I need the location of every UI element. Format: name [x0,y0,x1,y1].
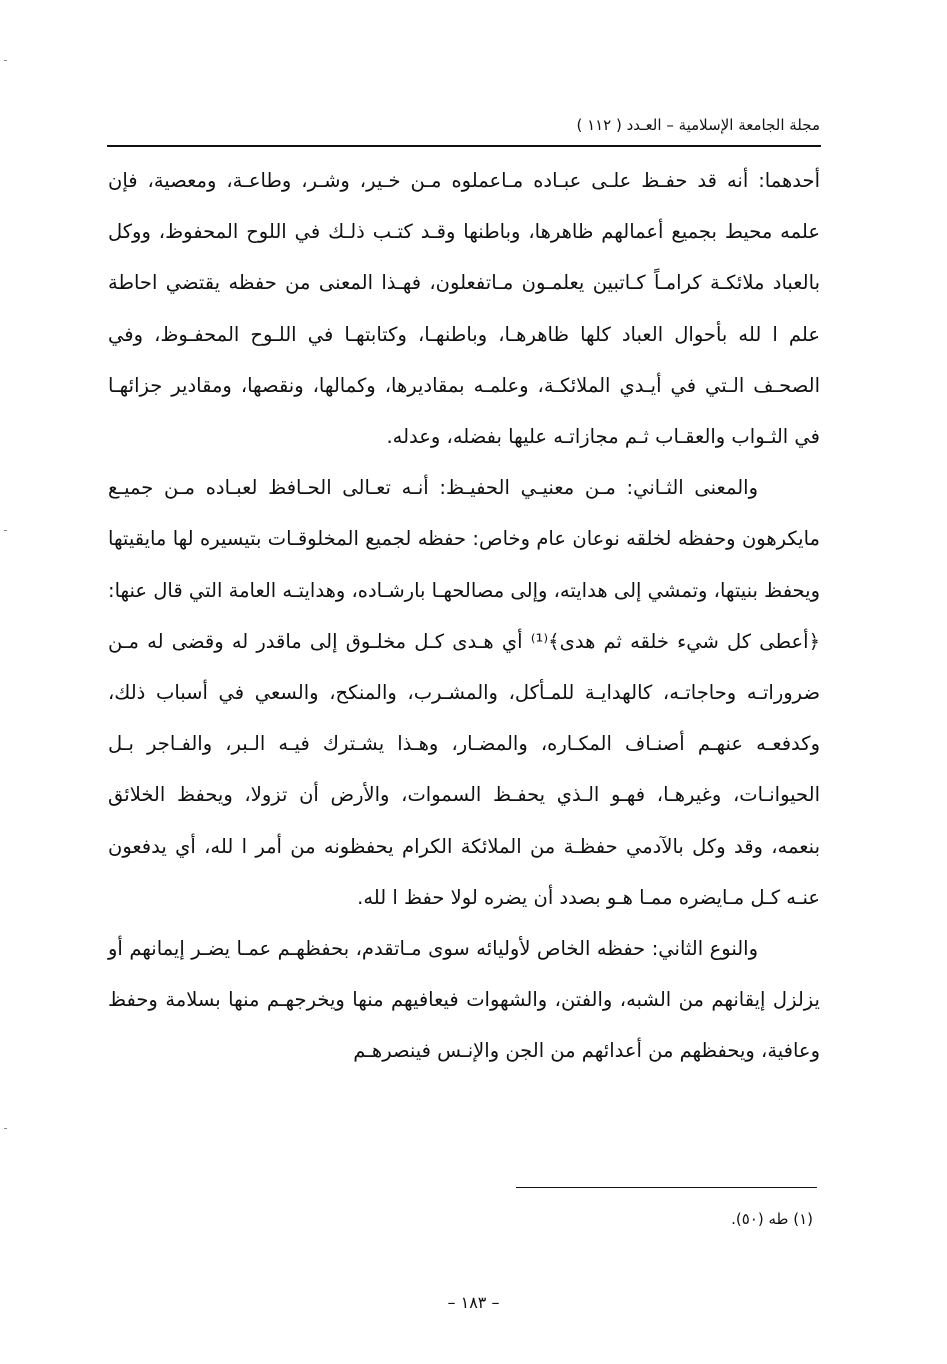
paragraph-first-meaning: أحدهما: أنه قد حفـظ علـى عبـاده مـاعملوه مـن خـير، وشـر، وطاعـة، ومعصية، فإن علمه محيط بجميع أعمالهم ظاهرها، وباطنها وقـد كتـب ذلـك في اللوح المحفوظ، ووكل بالعباد ملائكـة كرامـاً كـاتبين يعلمـون مـاتفعلون، فهـذا المعنى من حفظه يقتضي احاطة علم ا لله بأحوال العباد كلها ظاهرهـا، وباطنهـا، وكتابتهـا في اللـوح المحفـوظ، وفي الصحـف الـتي في أيـدي الملائكـة، وعلمـه بمقاديرها، وكمالها، ونقصها، ومقادير جزائهـا في الثـواب والعقـاب ثـم مجازاتـه عليها بفضله، وعدله. [108,169,820,449]
scan-margin-mark [4,60,7,61]
paragraph-second-meaning: والمعنى الثـاني: مـن معنيـي الحفيـظ: أنـه تعـالى الحـافظ لعبـاده مـن جميـع مايكرهون وحفظه لخلقه نوعان عام وخاص: حفظه لجميع المخلوقـات بتيسيره لها مايقيتها ويحفظ بنيتها، وتمشي إلى هدايته، وإلى مصالحهـا بارشـاده، وهدايتـه العامة التي قال عنها: ﴿أعطى كل شيء خلقه ثم هدى﴾⁽¹⁾ أي هـدى كـل مخلـوق إلى ماقدر له وقضى له مـن ضروراتـه وحاجاتـه، كالهدايـة للمـأكل، والمشـرب، والمنكح، والسعي في أسباب ذلك، وكدفعـه عنهـم أصنـاف المكـاره، والمضـار، وهـذا يشـترك فيـه الـبر، والفـاجر بـل الحيوانـات، وغيرهـا، فهـو الـذي يحفـظ السموات، والأرض أن تزولا، ويحفظ الخلائق بنعمه، وقد وكل بالآدمي حفظـة من الملائكة الكرام يحفظونه من أمر ا لله، أي يدفعون عنـه كـل مـايضره ممـا هـو بصدد أن يضره لولا حفظ ا لله. [108,476,820,909]
running-header: مجلة الجامعة الإسلامية – العـدد ( ١١٢ ) [576,116,820,134]
header-divider [107,145,821,147]
main-text [108,155,820,1077]
scan-margin-mark [4,1128,7,1129]
page-number: – ١٨٣ – [447,1293,500,1312]
paragraph-second-type: والنوع الثاني: حفظه الخاص لأوليائه سوى مـاتقدم، بحفظهـم عمـا يضـر إيمانهم أو يزلزل إيقانهم من الشبه، والفتن، والشهوات فيعافيهم منها ويخرجهـم منها بسلامة وحفظ وعافية، ويحفظهم من أعدائهم من الجن والإنـس فينصرهـم [108,937,820,1063]
footnote-divider [516,1187,817,1188]
footnote: (١) طه (٥٠). [731,1210,813,1228]
scan-margin-mark [4,530,7,531]
